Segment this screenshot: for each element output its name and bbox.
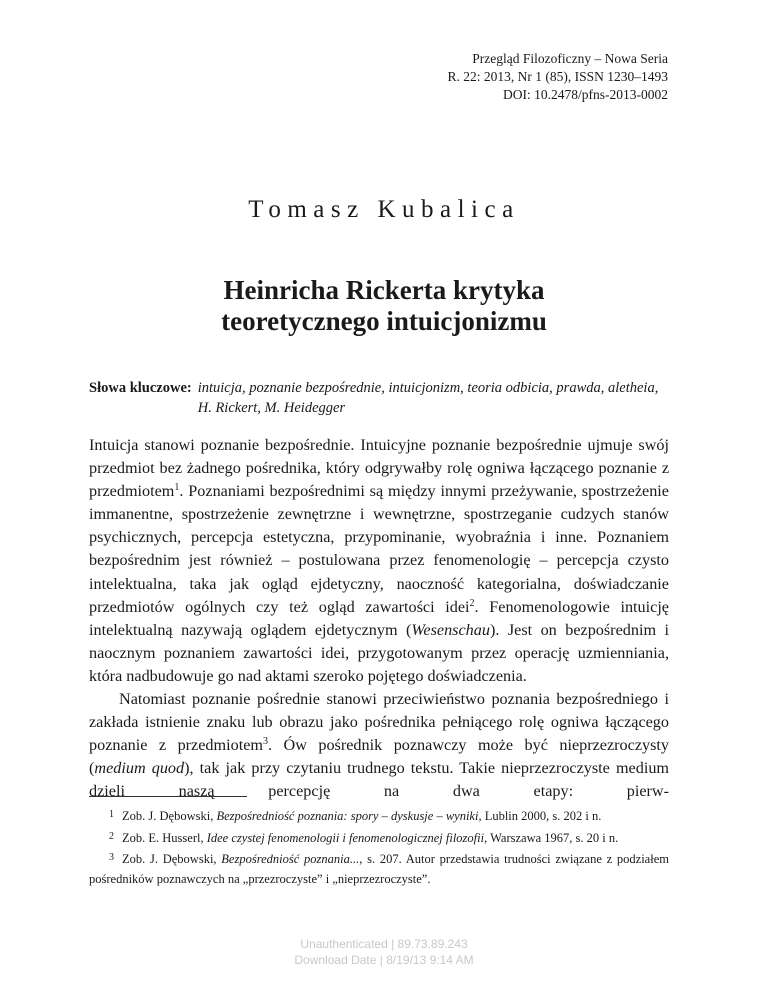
article-body xyxy=(89,434,669,804)
journal-header xyxy=(268,50,668,104)
author-name: Tomasz Kubalica xyxy=(248,196,520,223)
keywords xyxy=(89,378,669,418)
footnote-1: $^1$ Zob. J. Dębowski, Bezpośredniość poznania: spory – dyskusje – wyniki, Lublin 2000, s. 202 i n. xyxy=(109,809,602,823)
title-line-2: teoretycznego intuicjonizmu xyxy=(221,306,547,336)
journal-name: Przegląd Filozoficzny – Nowa Seria xyxy=(472,51,668,66)
keywords-text: intuicja, poznanie bezpośrednie, intuicjonizm, teoria odbicia, prawda, aletheia, H. Rickert, M. Heidegger xyxy=(197,380,659,416)
watermark-line-1: Unauthenticated | 89.73.89.243 xyxy=(300,937,468,951)
footnote-3: $^3$ Zob. J. Dębowski, Bezpośredniość poznania..., s. 207. Autor przedstawia trudności związane z podziałem pośredników poznawczych na „przezroczyste” i „nieprzezroczyste”. xyxy=(89,852,669,886)
keywords-label: Słowa kluczowe: xyxy=(89,380,192,396)
paragraph-1: Intuicja stanowi poznanie bezpośrednie. Intuicyjne poznanie bezpośrednie ujmuje swój przedmiot bez żadnego pośrednika, który odgrywałby rolę ogniwa łączącego poznanie z przedmiotem$^1$. Poznaniami bezpośrednimi są między innymi przeżywanie, spostrzeżenie immanentne, spostrzeżenie zewnętrzne i wewnętrzne, spostrzeganie cudzych stanów psychicznych, percepcja estetyczna, przypominanie, wyobraźnia i inne. Poznaniem bezpośrednim jest również – postulowana przez fenomenologię – percepcja czysto intelektualna, taka jak ogląd ejdetyczny, naoczność kategorialna, doświadczanie przedmiotów ogólnych czy też ogląd zawartości idei$^2$. Fenomenologowie intuicję intelektualną nazywają oglądem ejdetycznym (Wesenschau). Jest on bezpośrednim i naocznym poznaniem zawartości idei, przygotowanym przez operację uzmienniania, która nadbudowuje go nad aktami szeroko pojętego doświadczenia. xyxy=(89,436,669,685)
term-wesenschau: Wesenschau xyxy=(411,620,490,639)
footnote-ref-2[interactable]: 2 xyxy=(469,597,475,609)
footnote-divider xyxy=(89,796,247,797)
journal-volume: R. 22: 2013, Nr 1 (85), ISSN 1230–1493 xyxy=(447,69,668,84)
title-line-1: Heinricha Rickerta krytyka xyxy=(223,275,545,305)
footnote-2: $^2$ Zob. E. Husserl, Idee czystej fenomenologii i fenomenologicznej filozofii, Warszawa 1967, s. 20 i n. xyxy=(109,830,619,845)
journal-doi: DOI: 10.2478/pfns-2013-0002 xyxy=(503,87,668,102)
term-medium-quod: medium quod xyxy=(94,759,185,778)
article-title xyxy=(0,275,768,337)
footnote-ref-1[interactable]: 1 xyxy=(174,482,180,494)
download-watermark xyxy=(0,936,768,968)
footnote-ref-3[interactable]: 3 xyxy=(262,736,268,748)
paragraph-2: Natomiast poznanie pośrednie stanowi przeciwieństwo poznania bezpośredniego i zakłada istnienie znaku lub obrazu jako pośrednika pełniącego rolę ogniwa łączącego poznanie z przedmiotem$^3$. Ów pośrednik poznawczy może być nieprzezroczysty (medium quod), tak jak przy czytaniu trudnego tekstu. Takie nieprzezroczyste medium dzieli naszą percepcję na dwa etapy: pierw- xyxy=(89,690,670,801)
footnotes xyxy=(89,805,669,889)
watermark-line-2: Download Date | 8/19/13 9:14 AM xyxy=(294,953,474,967)
